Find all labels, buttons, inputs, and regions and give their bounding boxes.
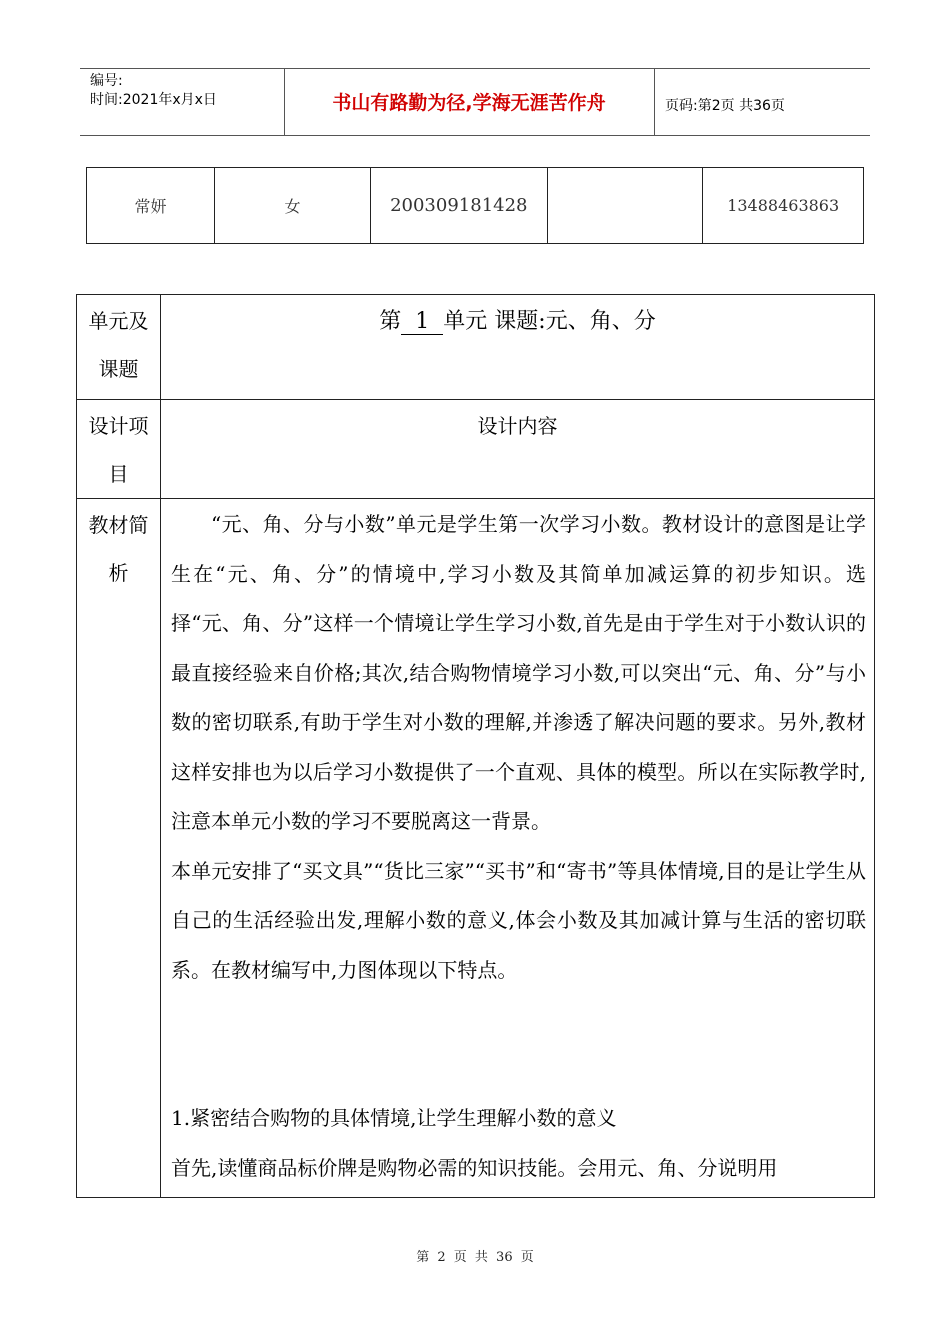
unit-label-line: 课题 — [98, 357, 139, 381]
unit-title-prefix: 第 — [379, 309, 402, 334]
analysis-point-heading: 1.紧密结合购物的具体情境,让学生理解小数的意义 — [171, 1106, 617, 1130]
table-row — [77, 499, 875, 1198]
info-name: 常妍 — [87, 168, 215, 244]
unit-title-cell — [161, 295, 875, 400]
analysis-label-cell — [77, 499, 161, 1198]
analysis-paragraph: 首先,读懂商品标价牌是购物必需的知识技能。会用元、角、分说明用 — [171, 1155, 778, 1180]
header-motto: 书山有路勤为径,学海无涯苦作舟 — [332, 92, 606, 114]
analysis-label-line: 析 — [108, 561, 129, 585]
unit-label-line: 单元及 — [88, 309, 149, 333]
analysis-label-line: 教材简 — [88, 513, 149, 537]
info-empty-cell — [547, 168, 703, 244]
blank-space — [171, 995, 866, 1094]
analysis-content-cell — [161, 499, 875, 1198]
table-row — [77, 400, 875, 499]
header-divider — [654, 68, 655, 136]
design-label-cell — [77, 400, 161, 499]
design-label-line: 设计项 — [88, 414, 149, 438]
student-info-table — [86, 167, 864, 244]
page-footer: 第 2 页 共 36 页 — [416, 1250, 534, 1265]
header-page-number: 页码:第2页 共36页 — [665, 98, 785, 114]
info-phone: 13488463863 — [703, 168, 864, 244]
lesson-design-table — [76, 294, 875, 1198]
info-id: 200309181428 — [370, 168, 547, 244]
analysis-paragraph: 本单元安排了“买文具”“货比三家”“买书”和“寄书”等具体情境,目的是让学生从自己的生活经验出发,理解小数的意义,体会小数及其加减计算与生活的密切联系。在教材编写中,力图体现以下特点。 — [171, 858, 866, 982]
unit-title-text: 单元 课题:元、角、分 — [443, 309, 656, 334]
info-gender: 女 — [215, 168, 371, 244]
header-top-rule — [80, 68, 870, 69]
unit-number: 1 — [401, 310, 443, 335]
header-meta — [90, 72, 217, 110]
header-bottom-rule — [80, 135, 870, 136]
analysis-paragraph: “元、角、分与小数”单元是学生第一次学习小数。教材设计的意图是让学生在“元、角、分”的情境中,学习小数及其简单加减运算的初步知识。选择“元、角、分”这样一个情境让学生学习小数,首先是由于学生对于小数认识的最直接经验来自价格;其次,结合购物情境学习小数,可以突出“元、角、分”与小数的密切联系,有助于学生对小数的理解,并渗透了解决问题的要求。另外,教材这样安排也为以后学习小数提供了一个直观、具体的模型。所以在实际教学时,注意本单元小数的学习不要脱离这一背景。 — [171, 512, 866, 833]
design-label-line: 目 — [108, 462, 129, 486]
table-row — [87, 168, 864, 244]
unit-label-cell — [77, 295, 161, 400]
header-time: 时间:2021年x月x日 — [90, 92, 217, 108]
table-row — [77, 295, 875, 400]
header-number: 编号: — [90, 73, 123, 89]
design-content-header: 设计内容 — [161, 400, 875, 499]
